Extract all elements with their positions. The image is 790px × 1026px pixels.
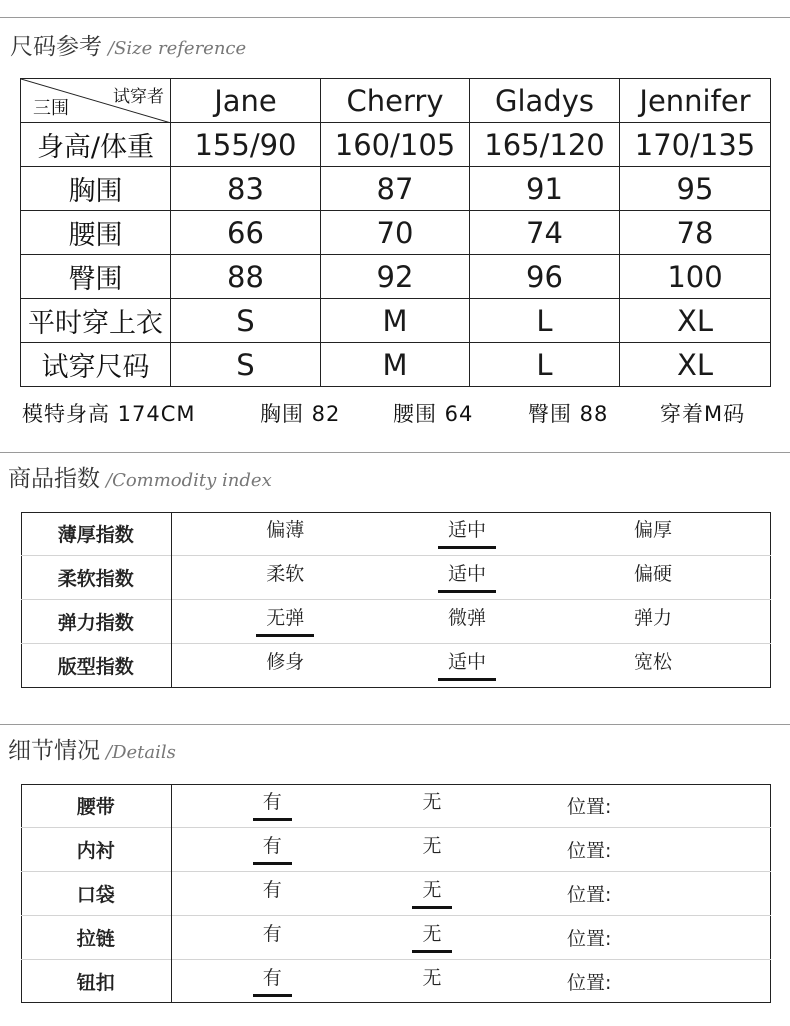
detail-yes-selected: 有: [253, 790, 292, 821]
row-header: 腰围: [21, 211, 171, 255]
size-cell: 92: [321, 255, 470, 299]
detail-no: 无: [422, 791, 442, 813]
model-chest: 胸围 82: [260, 402, 341, 426]
size-cell: M: [321, 343, 470, 387]
index-section-title: [8, 460, 272, 493]
detail-yes-selected: 有: [253, 966, 292, 997]
size-row: [21, 167, 771, 211]
size-cell: L: [470, 343, 620, 387]
detail-yes: 有: [262, 923, 282, 945]
size-cell: 88: [171, 255, 321, 299]
index-option-selected: 无弹: [256, 606, 314, 637]
row-header: 身高/体重: [21, 123, 171, 167]
detail-section-title: [8, 732, 176, 765]
size-cell: 91: [470, 167, 620, 211]
size-row: [21, 123, 771, 167]
index-title-en: /Commodity index: [106, 470, 272, 491]
detail-label: 钮扣: [21, 960, 171, 1004]
size-cell: XL: [620, 299, 771, 343]
size-cell: 155/90: [171, 123, 321, 167]
size-section-title: [10, 28, 246, 61]
size-cell: L: [470, 299, 620, 343]
corner-cell: [21, 79, 171, 123]
detail-title-cn: 细节情况: [8, 738, 100, 764]
detail-no: 无: [422, 835, 442, 857]
index-option: 偏薄: [266, 519, 305, 541]
size-cell: S: [171, 299, 321, 343]
size-row: [21, 343, 771, 387]
detail-no-selected: 无: [412, 878, 451, 909]
size-cell: S: [171, 343, 321, 387]
detail-position: 位置:: [567, 884, 612, 906]
index-label: 薄厚指数: [21, 512, 171, 556]
detail-table: [21, 784, 771, 1003]
index-table: [21, 512, 771, 687]
size-cell: 96: [470, 255, 620, 299]
detail-label: 口袋: [21, 872, 171, 916]
size-row: [21, 299, 771, 343]
detail-row: [21, 960, 771, 1004]
detail-position: 位置:: [567, 796, 612, 818]
model-info: [0, 398, 790, 428]
detail-title-en: /Details: [106, 742, 176, 763]
detail-no-selected: 无: [412, 922, 451, 953]
size-row: [21, 255, 771, 299]
size-cell: M: [321, 299, 470, 343]
index-option: 宽松: [633, 651, 672, 673]
detail-label: 腰带: [21, 784, 171, 828]
size-cell: 170/135: [620, 123, 771, 167]
row-header: 臀围: [21, 255, 171, 299]
index-row: [21, 512, 771, 556]
index-option-selected: 适中: [438, 562, 496, 593]
size-title-en: /Size reference: [108, 38, 247, 59]
index-option: 偏硬: [633, 563, 672, 585]
size-cell: 165/120: [470, 123, 620, 167]
index-row: [21, 556, 771, 600]
detail-position: 位置:: [567, 840, 612, 862]
detail-divider: [0, 724, 790, 725]
index-option: 微弹: [447, 607, 486, 629]
detail-label: 拉链: [21, 916, 171, 960]
model-size-worn: 穿着M码: [660, 402, 746, 426]
detail-yes: 有: [262, 879, 282, 901]
index-label: 版型指数: [21, 644, 171, 688]
index-option: 弹力: [633, 607, 672, 629]
detail-row: [21, 872, 771, 916]
corner-top-label: 试穿者: [113, 87, 164, 107]
size-title-cn: 尺码参考: [10, 34, 102, 60]
detail-row: [21, 916, 771, 960]
index-option: 偏厚: [633, 519, 672, 541]
size-cell: 74: [470, 211, 620, 255]
size-row: [21, 211, 771, 255]
model-name: Gladys: [470, 79, 620, 123]
index-row: [21, 644, 771, 688]
size-cell: 100: [620, 255, 771, 299]
index-label: 柔软指数: [21, 556, 171, 600]
size-cell: 78: [620, 211, 771, 255]
detail-row: [21, 828, 771, 872]
corner-bottom-label: 三围: [33, 98, 69, 119]
index-title-cn: 商品指数: [8, 466, 100, 492]
size-table: [20, 78, 771, 387]
size-header-row: [21, 79, 771, 123]
index-divider: [0, 452, 790, 453]
model-name: Jennifer: [620, 79, 771, 123]
detail-row: [21, 784, 771, 828]
index-row: [21, 600, 771, 644]
index-label: 弹力指数: [21, 600, 171, 644]
model-name: Jane: [171, 79, 321, 123]
detail-position: 位置:: [567, 972, 612, 994]
size-cell: XL: [620, 343, 771, 387]
size-cell: 70: [321, 211, 470, 255]
size-cell: 87: [321, 167, 470, 211]
index-option: 修身: [266, 651, 305, 673]
index-option-selected: 适中: [438, 518, 496, 549]
index-option-selected: 适中: [438, 650, 496, 681]
row-header: 试穿尺码: [21, 343, 171, 387]
top-divider: [0, 17, 790, 18]
size-cell: 66: [171, 211, 321, 255]
index-option: 柔软: [266, 563, 305, 585]
detail-label: 内衬: [21, 828, 171, 872]
detail-position: 位置:: [567, 928, 612, 950]
model-waist: 腰围 64: [393, 402, 474, 426]
size-cell: 160/105: [321, 123, 470, 167]
size-cell: 83: [171, 167, 321, 211]
model-hip: 臀围 88: [528, 402, 609, 426]
row-header: 平时穿上衣: [21, 299, 171, 343]
row-header: 胸围: [21, 167, 171, 211]
size-cell: 95: [620, 167, 771, 211]
detail-no: 无: [422, 967, 442, 989]
model-height: 模特身高 174CM: [22, 402, 196, 426]
model-name: Cherry: [321, 79, 470, 123]
detail-yes-selected: 有: [253, 834, 292, 865]
